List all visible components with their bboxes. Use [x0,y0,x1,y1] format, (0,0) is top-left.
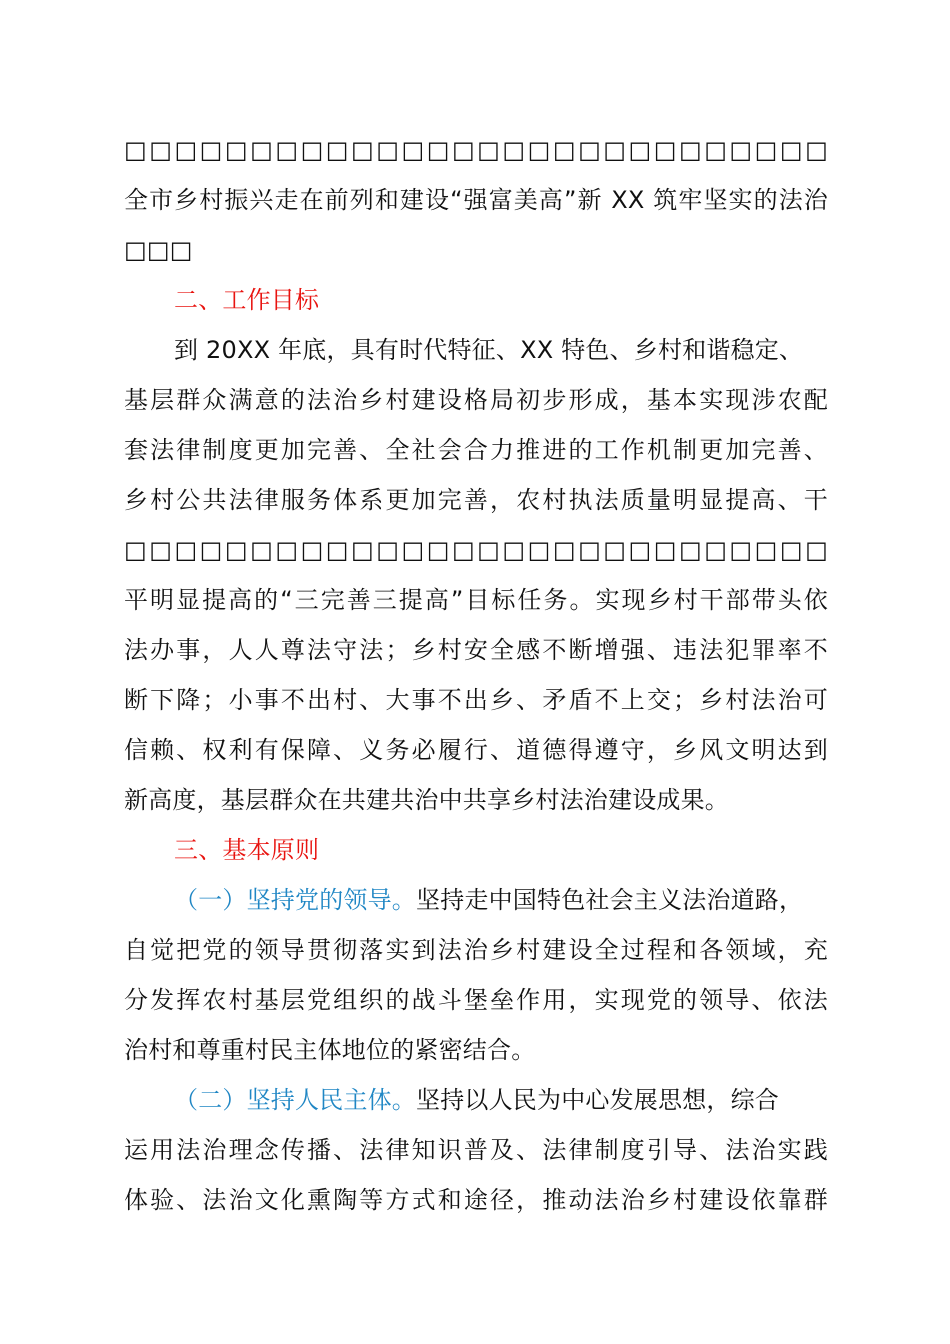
paragraph-2-first-line [174,1084,779,1116]
paragraph-1-first-line [174,884,803,916]
subheading-party-leadership: （一）坚持党的领导。 [174,886,416,914]
text-line-10: 平明显提高的“三完善三提高”目标任务。实现乡村干部带头依 [124,586,828,614]
text-line-17: 自觉把党的领导贯彻落实到法治乡村建设全过程和各领域，充 [124,936,828,964]
text-line-3: □□□ [124,236,193,264]
text-line-8: 乡村公共法律服务体系更加完善，农村执法质量明显提高、干 [124,486,828,514]
paragraph-2-lead-text: 坚持以人民为中心发展思想，综合 [416,1086,779,1114]
text-line-5: 到 20XX 年底，具有时代特征、XX 特色、乡村和谐稳定、 [174,336,804,364]
text-line-14: 新高度，基层群众在共建共治中共享乡村法治建设成果。 [124,786,729,814]
text-line-7: 套法律制度更加完善、全社会合力推进的工作机制更加完善、 [124,436,828,464]
text-line-6: 基层群众满意的法治乡村建设格局初步形成，基本实现涉农配 [124,386,828,414]
text-line-22: 体验、法治文化熏陶等方式和途径，推动法治乡村建设依靠群 [124,1186,828,1214]
text-line-2: 全市乡村振兴走在前列和建设“强富美高”新 XX 筑牢坚实的法治 [124,186,828,214]
paragraph-1-lead-text: 坚持走中国特色社会主义法治道路， [416,886,804,914]
section-heading-goals: 二、工作目标 [174,286,320,314]
text-line-12: 断下降；小事不出村、大事不出乡、矛盾不上交；乡村法治可 [124,686,828,714]
text-line-1: □□□□□□□□□□□□□□□□□□□□□□□□□□□□ [124,136,828,164]
text-line-19: 治村和尊重村民主体地位的紧密结合。 [124,1036,536,1064]
subheading-people-subject: （二）坚持人民主体。 [174,1086,416,1114]
text-line-18: 分发挥农村基层党组织的战斗堡垒作用，实现党的领导、依法 [124,986,828,1014]
text-line-21: 运用法治理念传播、法律知识普及、法律制度引导、法治实践 [124,1136,828,1164]
text-line-13: 信赖、权利有保障、义务必履行、道德得遵守，乡风文明达到 [124,736,828,764]
text-line-11: 法办事，人人尊法守法；乡村安全感不断增强、违法犯罪率不 [124,636,828,664]
text-line-9: □□□□□□□□□□□□□□□□□□□□□□□□□□□□ [124,536,828,564]
section-heading-principles: 三、基本原则 [174,836,320,864]
